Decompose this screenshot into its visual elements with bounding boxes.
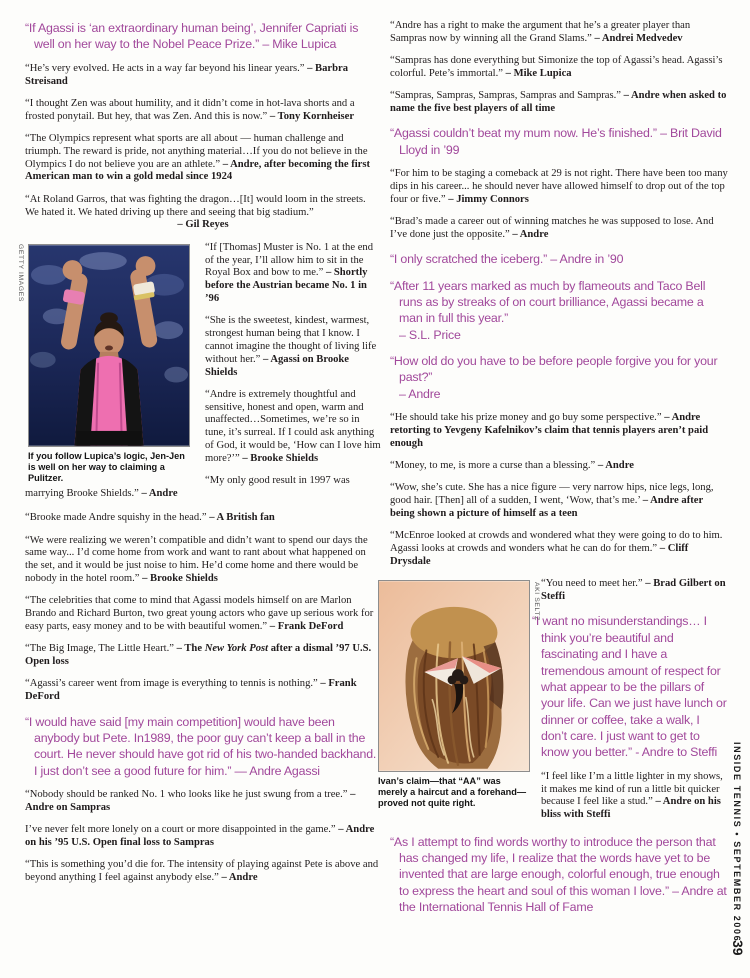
quote-text: “Agassi’s career went from image is everything to tennis is nothing.” — [25, 678, 318, 690]
quote-attribution: — Andre Agassi — [234, 763, 320, 778]
quote-attribution: – Andre retorting to Yevgeny Kafelnikov’s claim that tennis players aren’t paid enough — [390, 412, 709, 449]
quote-attribution: – Mike Lupica — [262, 37, 337, 52]
pull-quote — [390, 251, 728, 267]
quote-text: “I feel like I’m a little lighter in my shows, it makes me kind of run a little bit quicker because I feel like a stud.” — [541, 770, 723, 808]
quote-text: “My only good result in 1997 was marrying Brooke Shields.” — [25, 475, 350, 499]
quote — [25, 535, 381, 586]
photo-credit: AKI SELTZ — [533, 582, 540, 622]
quote-text: “I thought Zen was about humility, and it didn’t come in hot-lava shorts and a frosted ponytail. But hey, that was Zen. And this is now.” — [25, 97, 355, 122]
quote-attribution: – Cliff Drysdale — [390, 543, 689, 567]
quote-text: “You need to meet her.” — [541, 578, 643, 590]
quote-text: “If [Thomas] Muster is No. 1 at the end of the year, I’ll allow him to sit in the Royal Box and bow to me.” — [205, 241, 373, 279]
left-column — [17, 20, 381, 894]
quote-text: “McEnroe looked at crowds and wondered what they were going to do to him. Agassi looks at crowds and wonders what he can do for them.” — [390, 530, 723, 555]
quote — [25, 194, 381, 232]
quote-text: “At Roland Garros, that was fighting the dragon…[It] would loom in the streets. We hated it. We hated driving up there and seeing that big stadium.” — [25, 193, 366, 218]
quote — [390, 460, 728, 473]
quote-attribution: – Andre in ’90 — [550, 252, 624, 267]
photo-caption: Ivan’s claim—that “AA” was merely a haircut and a forehand—proved not quite right. — [378, 776, 527, 809]
quote-attribution: – Andre on his ’95 U.S. Open final loss to Sampras — [25, 824, 375, 848]
quote-text: “After 11 years marked as much by flameouts and Taco Bell runs as by streaks of on court brilliance, Agassi became a man in full this year.” — [390, 278, 706, 326]
pull-quote — [25, 714, 381, 780]
quote-attribution: – Agassi on Brooke Shields — [205, 353, 350, 378]
quote-attribution: – Frank DeFord — [269, 621, 344, 632]
quote-attribution: – Andre at the International Tennis Hall of Fame — [399, 883, 727, 915]
pull-quote — [390, 278, 728, 344]
quote-attribution: – Andre — [597, 460, 634, 472]
right-column — [378, 20, 728, 925]
quote-attribution: – Andre on his bliss with Steffi — [541, 796, 721, 821]
quote-attribution: – Tony Kornheiser — [269, 110, 355, 122]
quote-text: “He should take his prize money and go buy some perspective.” — [390, 412, 662, 424]
quote-text: “This is something you’d die for. The intensity of playing against Pete is above and beyond anything I feel against anybody else.” — [25, 859, 379, 884]
quote-text: “If Agassi is ‘an extraordinary human being’, Jennifer Capriati is well on her way to the Nobel Peace Prize.” — [25, 21, 359, 52]
quote-text: “Agassi couldn’t beat my mum now. He’s finished.” — [390, 126, 657, 141]
quote — [390, 20, 728, 46]
quote-text: “Money, to me, is more a curse than a blessing.” — [390, 460, 596, 472]
quote-text: “Wow, she’s cute. She has a nice figure — very narrow hips, nice legs, long, good hair. [Then] all of a sudden, I went, ‘Wow, that’s me.’ — [390, 482, 714, 507]
quote-text: “Brad’s made a career out of winning matches he was supposed to lose. And I’ve done just the opposite.” — [390, 216, 714, 240]
quote — [25, 859, 381, 885]
quote — [25, 595, 381, 633]
quote — [25, 824, 381, 850]
quote-attribution: – Andre after being shown a picture of himself as a teen — [390, 495, 703, 520]
quote-attribution: – Brad Gilbert on Steffi — [541, 578, 726, 603]
quote — [390, 168, 728, 206]
quote — [390, 90, 728, 116]
quote — [25, 98, 381, 124]
quote-attribution: – Brooke Shields — [142, 573, 218, 585]
quote-attribution: – Frank DeFord — [25, 678, 357, 703]
quote-text: “How old do you have to be before people forgive you for your past?” — [390, 354, 718, 385]
pull-quote — [25, 20, 381, 53]
steffi-figure — [378, 580, 540, 809]
quote-attribution: – Jimmy Connors — [448, 193, 529, 205]
capriati-photo — [28, 244, 190, 447]
right-quotes-top — [390, 20, 728, 569]
quote-text: “We were realizing we weren’t compatible and didn’t want to spend our days the same way... I’d come home from work and want to rant about what happened on the set, and it would be just noise to him. He’d come home and there would be nobody in the hotel room.” — [25, 534, 368, 585]
quote-text: “He’s very evolved. He acts in a way far beyond his linear years.” — [25, 62, 305, 74]
quote-text: “Sampras has done everything but Simonize the top of Agassi’s head. Agassi’s colorful. Pete’s immortal.” — [390, 55, 723, 79]
quote-text: “Sampras, Sampras, Sampras, Sampras and Sampras.” — [390, 90, 621, 102]
quote-text: “For him to be staging a comeback at 29 is not right. There have been too many dips in his career... he should never have allowed himself to drop out of the top four or five.” — [390, 168, 728, 205]
quote-attribution: – Andre — [399, 386, 441, 401]
quote-attribution: – Andre when asked to name the five best players of all time — [390, 90, 727, 115]
left-quotes-top — [25, 20, 381, 232]
quote-text: “The Olympics represent what sports are all about — human challenge and triumph. The reward is pride, not anything material…If you do not believe in the Olympics I do not believe you are an athlete.” — [25, 133, 368, 170]
quote — [390, 216, 728, 242]
quote — [390, 412, 728, 450]
quote-attribution: – Andre — [512, 228, 549, 240]
quote-attribution: – Andrei Medvedev — [594, 32, 683, 44]
quote-text: “Nobody should be ranked No. 1 who looks like he just swung from a tree.” — [25, 789, 348, 801]
capriati-figure — [17, 243, 193, 484]
quote-text: “The Big Image, The Little Heart.” — [25, 643, 174, 655]
quote-attribution: – Barbra Streisand — [25, 62, 349, 87]
steffi-hair-photo — [378, 580, 530, 772]
quote-attribution: - Andre to Steffi — [635, 745, 717, 760]
pull-quote — [390, 353, 728, 402]
left-quotes-bottom — [25, 510, 381, 885]
quote — [25, 678, 381, 704]
quote — [25, 643, 381, 669]
quote-attribution: – The New York Post after a dismal ’97 U.S. Open loss — [25, 643, 372, 668]
quote-attribution: – Brooke Shields — [242, 452, 319, 464]
quote-attribution: – S.L. Price — [399, 327, 461, 342]
quote — [390, 530, 728, 568]
quote-attribution: – Andre — [221, 872, 258, 884]
magazine-masthead-vertical: INSIDE TENNIS • SEPTEMBER 2006 — [732, 742, 742, 943]
quote-attribution: – Gil Reyes — [177, 219, 229, 231]
quote-text: “Andre has a right to make the argument that he’s a greater player than Sampras now by winning all the Grand Slams.” — [390, 20, 691, 44]
quote-attribution: – Andre, after becoming the first American man to win a gold medal since 1924 — [25, 158, 371, 183]
photo-credit: GETTY IMAGES — [17, 243, 24, 302]
quote-text: “Brooke made Andre squishy in the head.” — [25, 512, 207, 524]
quote-text: “Andre is extremely thoughtful and sensitive, honest and open, warm and unaffected…Sometimes, we’re so in tune, it’s surreal. If I could ask anything of God, it would be, ‘How can I love him more?’” — [205, 388, 381, 464]
photo-caption: If you follow Lupica’s logic, Jen-Jen is well on her way to claiming a Pulitzer. — [28, 450, 185, 483]
quote — [25, 133, 381, 184]
quote-attribution: – Brit David Lloyd in ’99 — [399, 126, 722, 157]
quote — [390, 482, 728, 520]
page-number: 39 — [730, 940, 746, 956]
quote-text: “I only scratched the iceberg.” — [390, 252, 548, 267]
quote-attribution: – Mike Lupica — [505, 67, 572, 79]
quote — [390, 55, 728, 81]
quote-text: “I would have said [my main competition] would have been anybody but Pete. In1989, the poor guy can’t keep a ball in the court. He never should have got rid of his two-handed backhand. I just don’t see a good future for him.” — [25, 714, 377, 778]
quote — [25, 789, 381, 815]
quote-attribution: – Shortly before the Austrian became No. 1 in ’96 — [205, 267, 368, 304]
quote-text: I’ve never felt more lonely on a court or more disappointed in the game.” — [25, 824, 336, 836]
quote-attribution: – Andre on Sampras — [25, 789, 356, 813]
quote — [25, 63, 381, 89]
pull-quote — [390, 125, 728, 158]
quote-text: “I want no misunderstandings… I think you’re beautiful and fascinating and I have a tremendous amount of respect for what appear to be the pillars of your life. Can we just have lunch or dinner or coffee, take a walk, I don’t care. I just want to get to know you better.” — [532, 614, 727, 760]
quote-text: “She is the sweetest, kindest, warmest, strongest human being that I know. I cannot imagine the thought of living life without her.” — [205, 315, 377, 365]
quote — [25, 512, 381, 525]
pull-quote — [390, 834, 728, 916]
quote-text: “The celebrities that come to mind that Agassi models himself on are Marlon Brando and Richard Burton, two great young actors who gave up serious work for easy parts, easy money and to be with beautiful women.” — [25, 595, 374, 632]
right-quotes-bottom — [390, 832, 728, 916]
quote-text: “As I attempt to find words worthy to introduce the person that has changed my life, I realize that the words have yet to be invented that are large enough, colorful enough, true enough to express the heart and soul of this woman I love.” — [390, 834, 720, 898]
quote-attribution: – Andre — [141, 488, 178, 499]
quote-attribution: – A British fan — [209, 512, 275, 524]
